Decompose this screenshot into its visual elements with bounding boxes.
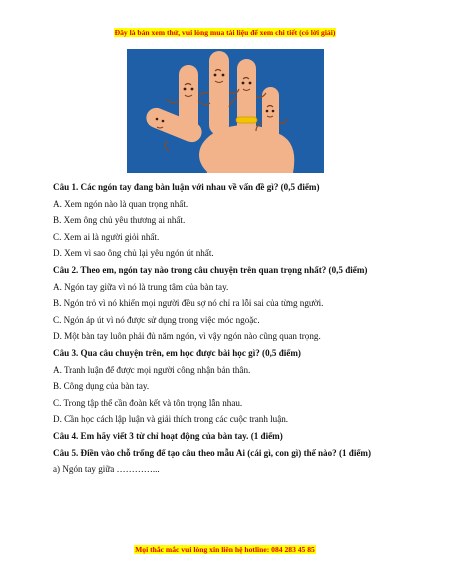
question-3-title: Câu 3. Qua câu chuyện trên, em học được bài học gì? (0,5 điểm) [53,347,301,358]
hotline-text: Mọi thắc mắc vui lòng xin liên hệ hotline: 084 283 45 85 [135,545,315,554]
question-2-option-c: C. Ngón áp út vì nó được sử dụng trong việc móc ngoặc. [53,314,260,325]
question-list [53,179,408,478]
question-1-title: Câu 1. Các ngón tay đang bàn luận với nhau về vấn đề gì? (0,5 điểm) [53,182,320,192]
preview-notice-banner [0,28,450,38]
question-2-option-b: B. Ngón trỏ vì nó khiến mọi người đều sợ nó chỉ ra lỗi sai của từng người. [53,298,324,309]
question-1-option-c: C. Xem ai là người giỏi nhất. [53,231,160,242]
hotline-footer-banner [0,545,450,555]
question-2-option-a: A. Ngón tay giữa vì nó là trung tâm của bàn tay. [53,281,229,292]
question-4-title: Câu 4. Em hãy viết 3 từ chỉ hoạt động của bàn tay. (1 điểm) [53,430,283,441]
question-3-option-a: A. Tranh luận để được mọi người công nhận bản thân. [53,364,251,375]
question-5-item-a: a) Ngón tay giữa …………... [53,464,160,475]
preview-notice-text: Đây là bản xem thử, vui lòng mua tài liệu để xem chi tiết (có lời giải) [114,28,336,37]
question-1-option-b: B. Xem ông chủ yêu thương ai nhất. [53,215,186,226]
question-1-option-d: D. Xem vì sao ông chủ lại yêu ngón út nhất. [53,248,214,259]
question-3-option-b: B. Công dụng của bàn tay. [53,381,150,392]
hand-illustration [127,49,324,173]
question-3-option-c: C. Trong tập thể cần đoàn kết và tôn trọng lẫn nhau. [53,397,243,408]
question-2-title: Câu 2. Theo em, ngón tay nào trong câu chuyện trên quan trọng nhất? (0,5 điểm) [53,264,368,275]
question-2-option-d: D. Một bàn tay luôn phải đủ năm ngón, vì vậy ngón nào cũng quan trọng. [53,331,321,342]
question-5-title: Câu 5. Điền vào chỗ trống để tạo câu theo mẫu Ai (cái gì, con gì) thế nào? (1 điểm) [53,447,372,458]
question-3-option-d: D. Cần học cách lập luận và giải thích trong các cuộc tranh luận. [53,414,289,425]
question-1-option-a: A. Xem ngón nào là quan trọng nhất. [53,198,189,209]
